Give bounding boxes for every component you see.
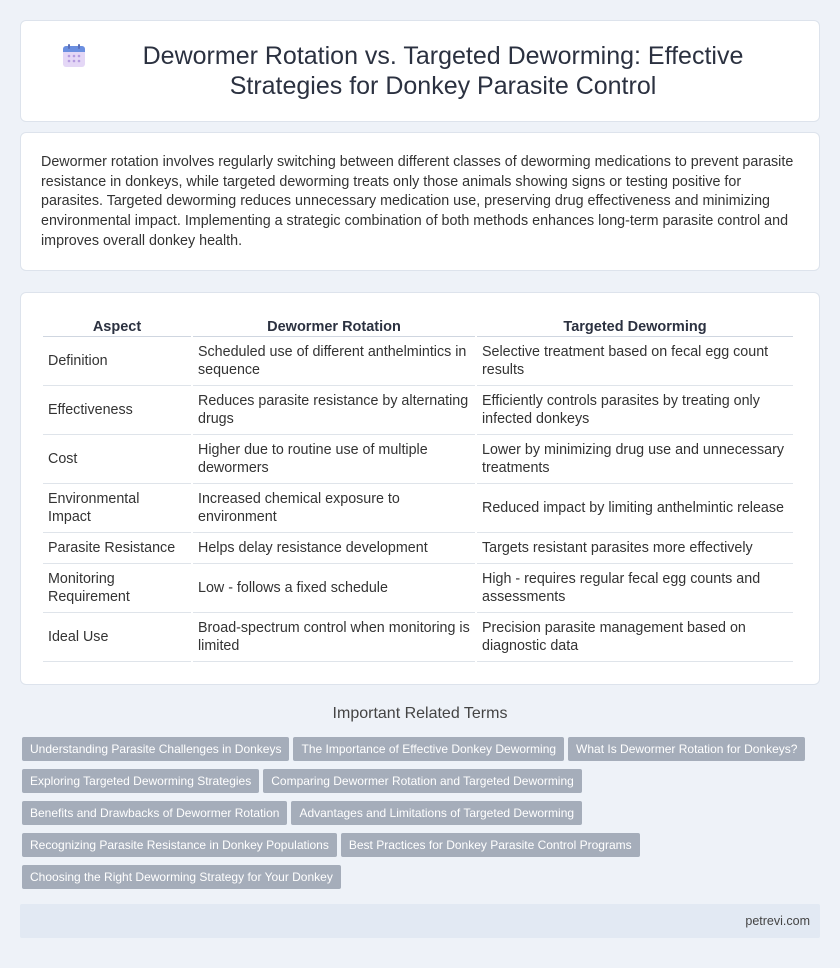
related-term-tag[interactable]: Choosing the Right Deworming Strategy for Your Donkey <box>22 865 341 889</box>
table-cell: Helps delay resistance development <box>193 533 475 564</box>
table-cell: Cost <box>43 435 191 484</box>
table-cell: Scheduled use of different anthelmintics in sequence <box>193 337 475 386</box>
table-row <box>43 613 793 662</box>
comparison-table <box>41 313 795 662</box>
page-title: Dewormer Rotation vs. Targeted Deworming: Effective Strategies for Donkey Parasite Control <box>142 42 744 100</box>
table-row <box>43 337 793 386</box>
related-term-tag[interactable]: What Is Dewormer Rotation for Donkeys? <box>568 737 805 761</box>
table-header-row <box>43 313 793 337</box>
related-term-tag[interactable]: Comparing Dewormer Rotation and Targeted Deworming <box>263 769 582 793</box>
table-cell: Monitoring Requirement <box>43 564 191 613</box>
table-cell: Environmental Impact <box>43 484 191 533</box>
related-terms-heading: Important Related Terms <box>332 705 508 722</box>
table-cell: Precision parasite management based on diagnostic data <box>477 613 793 662</box>
table-cell: Low - follows a fixed schedule <box>193 564 475 613</box>
footer-site-link[interactable]: petrevi.com <box>745 914 810 928</box>
header-aspect: Aspect <box>43 313 191 337</box>
intro-paragraph: Dewormer rotation involves regularly switching between different classes of deworming medications to prevent parasite resistance in donkeys, while targeted deworming treats only those animals showing signs or testing positive for parasites. Targeted deworming reduces unnecessary medication use, preserving drug effectiveness and minimizing environmental impact. Implementing a strategic combination of both methods enhances long-term parasite control and improves overall donkey health. <box>41 154 794 249</box>
table-row <box>43 533 793 564</box>
footer <box>20 904 820 938</box>
table-row <box>43 386 793 435</box>
table-cell: Ideal Use <box>43 613 191 662</box>
table-cell: Reduced impact by limiting anthelmintic release <box>477 484 793 533</box>
related-term-tag[interactable]: Advantages and Limitations of Targeted Deworming <box>291 801 582 825</box>
table-cell: Parasite Resistance <box>43 533 191 564</box>
title-wrap <box>21 41 819 101</box>
table-cell: Increased chemical exposure to environment <box>193 484 475 533</box>
table-cell: Higher due to routine use of multiple dewormers <box>193 435 475 484</box>
header-targeted-deworming: Targeted Deworming <box>477 313 793 337</box>
related-term-tag[interactable]: The Importance of Effective Donkey Deworming <box>293 737 564 761</box>
table-cell: Reduces parasite resistance by alternating drugs <box>193 386 475 435</box>
table-row <box>43 435 793 484</box>
calendar-icon <box>61 43 87 69</box>
table-cell: Targets resistant parasites more effectively <box>477 533 793 564</box>
related-term-tag[interactable]: Exploring Targeted Deworming Strategies <box>22 769 259 793</box>
table-cell: Selective treatment based on fecal egg count results <box>477 337 793 386</box>
header-dewormer-rotation: Dewormer Rotation <box>193 313 475 337</box>
table-cell: Effectiveness <box>43 386 191 435</box>
related-term-tag[interactable]: Best Practices for Donkey Parasite Control Programs <box>341 833 640 857</box>
table-cell: Efficiently controls parasites by treating only infected donkeys <box>477 386 793 435</box>
title-card <box>20 20 820 122</box>
related-term-tag[interactable]: Benefits and Drawbacks of Dewormer Rotation <box>22 801 287 825</box>
table-cell: Definition <box>43 337 191 386</box>
table-cell: Lower by minimizing drug use and unnecessary treatments <box>477 435 793 484</box>
related-terms-list <box>22 737 822 897</box>
table-cell: High - requires regular fecal egg counts and assessments <box>477 564 793 613</box>
related-term-tag[interactable]: Understanding Parasite Challenges in Donkeys <box>22 737 289 761</box>
table-row <box>43 564 793 613</box>
table-cell: Broad-spectrum control when monitoring is limited <box>193 613 475 662</box>
intro-card <box>20 132 820 271</box>
comparison-table-card <box>20 292 820 685</box>
related-term-tag[interactable]: Recognizing Parasite Resistance in Donkey Populations <box>22 833 337 857</box>
table-row <box>43 484 793 533</box>
